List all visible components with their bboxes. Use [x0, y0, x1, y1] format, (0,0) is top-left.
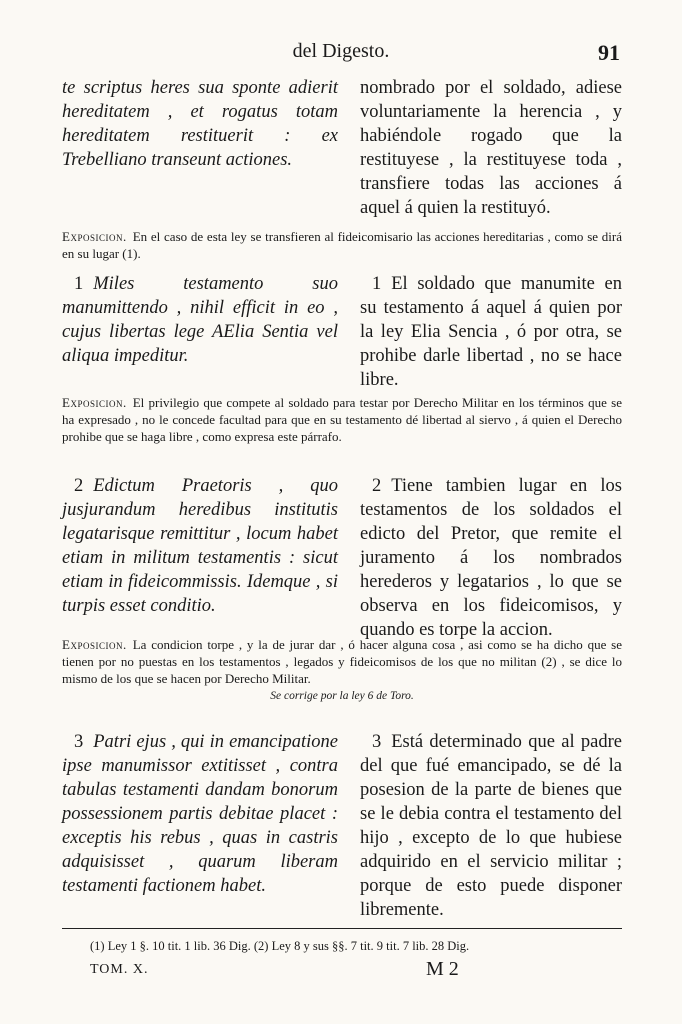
spanish-text: nombrado por el soldado, adiese voluntariamente la herencia , y habiéndole rogado que la restituyese , la restituyese toda , transfiere todas las acciones á aquel á quien la restituyó.: [360, 78, 622, 218]
exposition-block: [62, 228, 622, 262]
exposition-label: Exposicion.: [62, 395, 127, 410]
exposition-label: Exposicion.: [62, 637, 127, 652]
exposition-text: El privilegio que compete al soldado para testar por Derecho Militar en los términos que se ha expresado , no le concede facultad para que en su testamento dé libertad al siervo , á quien el Derecho prohibe que se haga libre , como expresa este párrafo.: [62, 395, 622, 444]
exposition-block: [62, 636, 622, 702]
spanish-text: 2 Tiene tambien lugar en los testamentos de los soldados el edicto del Pretor, que remite el juramento á los nombrados herederos y legatarios , lo que se observa en los fideicomisos, y quando es torpe la accion.: [360, 476, 622, 640]
paragraph-number: 2: [74, 476, 84, 496]
signature-mark: M 2: [426, 958, 459, 980]
spanish-text: 3 Está determinado que al padre del que fué emancipado, se dé la posesion de la parte de bienes que se le debia contra el testamento del hijo , excepto de lo que hubiese adquirido en el servicio militar ; porque de esto puede disponer libremente.: [360, 732, 622, 920]
section-continuation: [62, 76, 622, 220]
paragraph-number: 1: [372, 274, 382, 294]
latin-text: te scriptus heres sua sponte adierit hereditatem , et rogatus totam hereditatem restituerit : ex Trebelliano transeunt actiones.: [62, 78, 338, 170]
page-footer: [90, 958, 570, 982]
paragraph-number: 1: [74, 274, 84, 294]
correction-note: Se corrige por la ley 6 de Toro.: [270, 690, 414, 702]
section-2: [62, 474, 622, 642]
footnotes: (1) Ley 1 §. 10 tit. 1 lib. 36 Dig. (2) Ley 8 y sus §§. 7 tit. 9 tit. 7 lib. 28 Dig.: [90, 939, 470, 953]
section-1: [62, 272, 622, 392]
latin-text: 2 Edictum Praetoris , quo jusjurandum heredibus institutis legatarisque remittitur , locum habet etiam in militum testamentis : sicut etiam in fideicommissis. Idemque , si turpis esset conditio.: [62, 476, 338, 616]
page-header: [0, 40, 682, 70]
latin-text: 3 Patri ejus , qui in emancipatione ipse manumissor extitisset , contra tabulas testamenti dandam bonorum possessionem partis debitae placet : exceptis his rebus , quas in castris adquisisset , quarum liberam testamenti factionem habet.: [62, 732, 338, 896]
volume-label: TOM. X.: [90, 962, 149, 977]
exposition-label: Exposicion.: [62, 229, 127, 244]
running-title: del Digesto.: [292, 40, 390, 62]
latin-text: 1 Miles testamento suo manumittendo , nihil efficit in eo , cujus libertas lege AElia Sentia vel aliqua impeditur.: [62, 274, 338, 366]
exposition-block: [62, 394, 622, 445]
paragraph-number: 3: [372, 732, 382, 752]
footnote-divider: [62, 928, 622, 929]
paragraph-number: 2: [372, 476, 382, 496]
page-number: 91: [598, 40, 620, 65]
exposition-text: La condicion torpe , y la de jurar dar , ó hacer alguna cosa , asi como se ha dicho que se tienen por no puestas en los testamentos , legados y fideicomisos de los que no militan (2) , se dice lo mismo de los que se hacen por Derecho Militar.: [62, 637, 622, 686]
section-3: [62, 730, 622, 922]
spanish-text: 1 El soldado que manumite en su testamento á aquel á quien por la ley Elia Sencia , ó por otra, se prohibe darle libertad , no se hace libre.: [360, 274, 622, 390]
exposition-text: En el caso de esta ley se transfieren al fideicomisario las acciones hereditarias , como se dirá en su lugar (1).: [62, 229, 622, 261]
paragraph-number: 3: [74, 732, 84, 752]
